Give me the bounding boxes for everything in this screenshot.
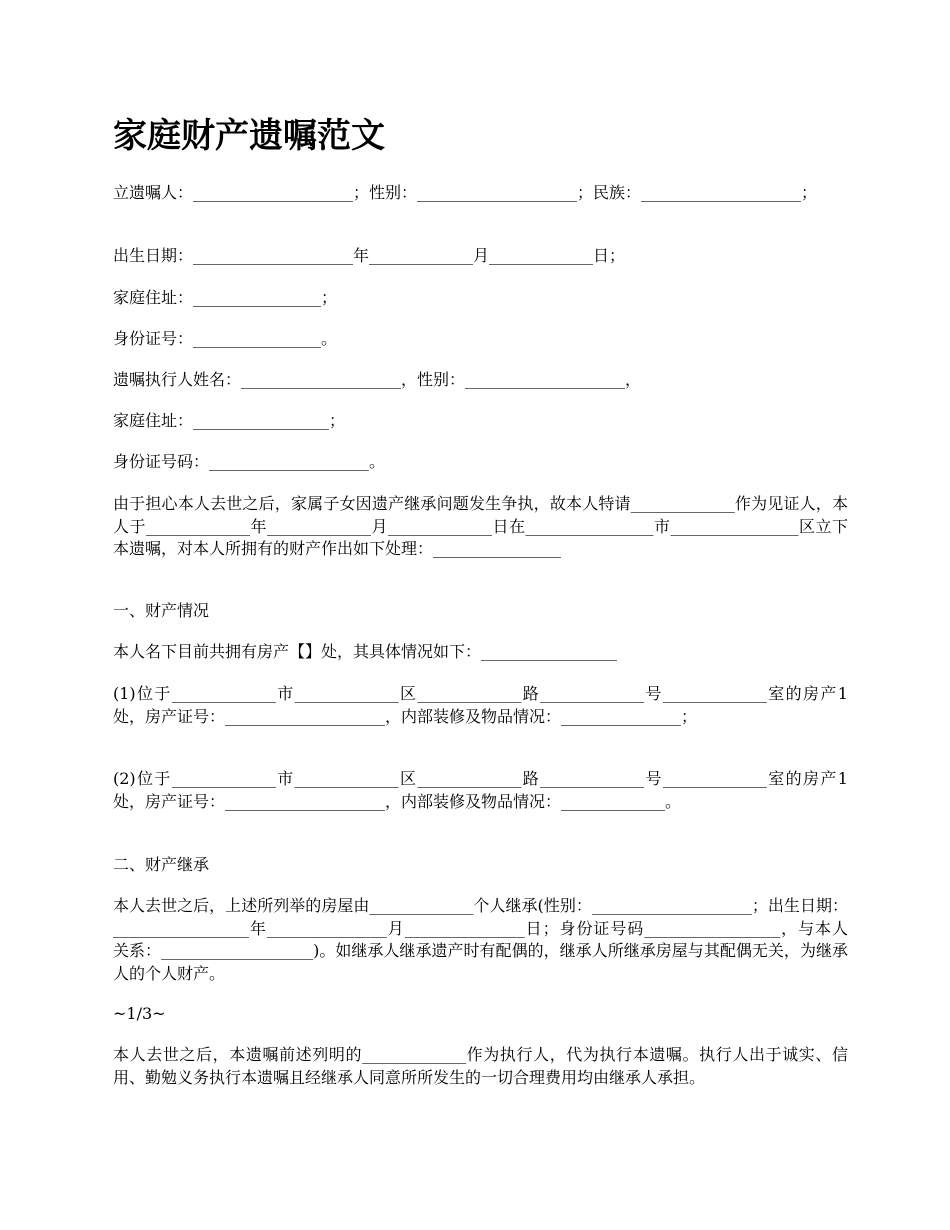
preamble-paragraph: 由于担心本人去世之后，家属子女因遗产继承问题发生争执，故本人特请_____________作为见证人，本人于_____________年_____________月_____________日在________________市________________区立下本遗嘱，对本人所拥有的财产作出如下处理：________________ <box>113 494 848 558</box>
executor-name-line: 遗嘱执行人姓名：____________________，性别：____________________， <box>113 370 642 389</box>
section-heading-property: 一、财产情况 <box>113 601 210 620</box>
executor-duty-paragraph: 本人去世之后，本遗嘱前述列明的_____________作为执行人，代为执行本遗嘱。执行人出于诚实、信用、勤勉义务执行本遗嘱且经继承人同意所所发生的一切合理费用均由继承人承担。 <box>113 1045 848 1087</box>
property-count-line: 本人名下目前共拥有房产【】处，其具体情况如下：_________________ <box>113 642 618 661</box>
page-number: ~1/3~ <box>113 1004 166 1023</box>
section-heading-inheritance: 二、财产继承 <box>113 855 210 874</box>
testator-info-line: 立遗嘱人：____________________；性别：____________________；民族：____________________； <box>113 183 818 202</box>
document-title: 家庭财产遗嘱范文 <box>113 116 385 156</box>
inheritance-paragraph: 本人去世之后，上述所列举的房屋由_____________个人继承(性别：____________________；出生日期：_________________年_______________月_______________日；身份证号码_________________，与本人关系：___________________)。如继承人继承遗产时有配偶的，继承人所继承房屋与其配偶无关，为继承人的个人财产。 <box>113 896 848 983</box>
property-item-2: (2)位于_____________市_____________区_____________路_____________号_____________室的房产1处，房产证号：____________________，内部装修及物品情况：_____________。 <box>113 769 848 811</box>
birth-date-line: 出生日期：____________________年_____________月_____________日； <box>113 246 626 265</box>
home-address-line: 家庭住址：________________； <box>113 288 338 307</box>
executor-address-line: 家庭住址：_________________； <box>113 411 346 430</box>
property-item-1: (1)位于_____________市_____________区_____________路_____________号_____________室的房产1处，房产证号：____________________，内部装修及物品情况：_______________； <box>113 684 848 726</box>
executor-id-line: 身份证号码：____________________。 <box>113 452 386 471</box>
id-number-line: 身份证号：________________。 <box>113 329 338 348</box>
